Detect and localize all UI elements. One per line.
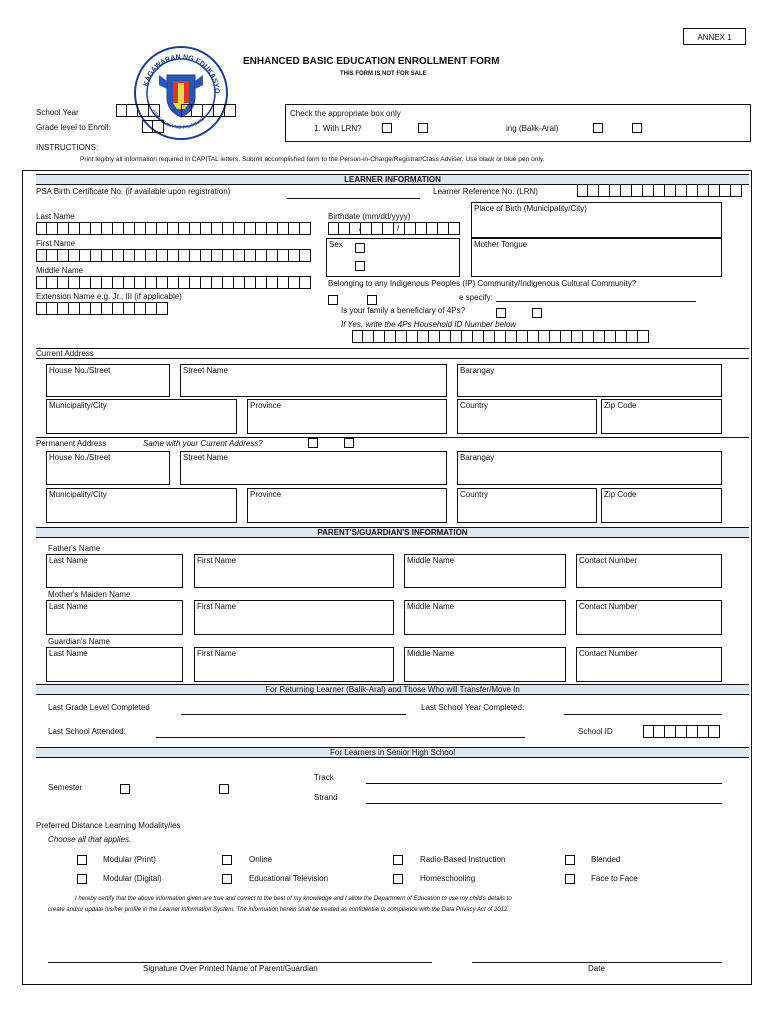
check-box-panel: Check the appropriate box only 1. With LRN? ing (Balik-Aral) xyxy=(285,104,751,142)
lrn-label: Learner Reference No. (LRN) xyxy=(433,187,538,196)
mother-first-name-field[interactable]: First Name xyxy=(194,600,394,635)
sex-male-checkbox[interactable] xyxy=(355,243,365,253)
permanent-municipality-field[interactable]: Municipality/City xyxy=(46,488,237,523)
mother-contact-field[interactable]: Contact Number xyxy=(576,600,722,635)
current-province-field[interactable]: Province xyxy=(247,399,447,434)
ip-question: Belonging to any Indigenous Peoples (IP) Community/Indigenous Cultural Community? xyxy=(328,279,637,288)
school-year-end-input[interactable] xyxy=(181,104,236,117)
father-contact-field[interactable]: Contact Number xyxy=(576,554,722,588)
mother-tongue-field[interactable]: Mother Tongue xyxy=(471,238,722,277)
current-municipality-field[interactable]: Municipality/City xyxy=(46,399,237,434)
signature-line[interactable] xyxy=(48,962,432,963)
modality-title: Preferred Distance Learning Modality/ies xyxy=(36,821,181,830)
grade-level-input[interactable] xyxy=(142,120,164,133)
ip-yes-checkbox[interactable] xyxy=(328,295,338,305)
fourps-id-label: If Yes, write the 4Ps Household ID Number below xyxy=(341,320,517,329)
fourps-yes-checkbox[interactable] xyxy=(496,308,506,318)
educational-tv-label: Educational Television xyxy=(249,874,329,883)
last-name-input[interactable] xyxy=(36,222,311,235)
svg-text:KAGAWARAN NG EDUKASYON: KAGAWARAN NG EDUKASYO xyxy=(142,53,221,94)
sex-female-checkbox[interactable] xyxy=(355,261,365,271)
current-street-field[interactable]: Street Name xyxy=(180,364,447,397)
date-label: Date xyxy=(588,964,605,973)
mother-middle-name-field[interactable]: Middle Name xyxy=(404,600,566,635)
balik-aral-no-checkbox[interactable] xyxy=(632,123,642,133)
balik-aral-yes-checkbox[interactable] xyxy=(593,123,603,133)
sex-field: Sex xyxy=(326,238,460,277)
current-address-header: Current Address xyxy=(36,348,749,359)
school-year-start-input[interactable] xyxy=(116,104,160,117)
semester-second-checkbox[interactable] xyxy=(219,784,229,794)
homeschooling-checkbox[interactable] xyxy=(393,874,403,884)
ip-no-checkbox[interactable] xyxy=(367,295,377,305)
extension-name-input[interactable] xyxy=(36,302,168,315)
track-label: Track xyxy=(314,773,334,782)
birthdate-label: Birthdate (mm/dd/yyyy) xyxy=(328,212,411,221)
fourps-no-checkbox[interactable] xyxy=(532,308,542,318)
face-to-face-checkbox[interactable] xyxy=(565,874,575,884)
returning-section-header: For Returning Learner (Balik-Aral) and Those Who will Transfer/Move In xyxy=(36,684,749,695)
form-subtitle: THIS FORM IS NOT FOR SALE xyxy=(340,71,427,77)
educational-tv-checkbox[interactable] xyxy=(222,874,232,884)
learner-section-header: LEARNER INFORMATION xyxy=(36,174,749,185)
last-name-label: Last Name xyxy=(36,212,75,221)
annex-label: ANNEX 1 xyxy=(683,28,746,45)
form-title: ENHANCED BASIC EDUCATION ENROLLMENT FORM xyxy=(243,56,500,67)
psa-label: PSA Birth Certificate No. (if available upon registration) xyxy=(36,187,231,196)
middle-name-input[interactable] xyxy=(36,276,311,289)
first-name-input[interactable] xyxy=(36,249,311,262)
middle-name-label: Middle Name xyxy=(36,266,84,275)
current-house-field[interactable]: House No./Street xyxy=(46,364,170,397)
guardian-name-label: Guardian's Name xyxy=(48,637,110,646)
face-to-face-label: Face to Face xyxy=(591,874,638,883)
signature-label: Signature Over Printed Name of Parent/Guardian xyxy=(143,964,318,973)
permanent-province-field[interactable]: Province xyxy=(247,488,447,523)
school-id-label: School ID xyxy=(578,727,613,736)
modular-digital-checkbox[interactable] xyxy=(77,874,87,884)
parents-section-header: PARENT'S/GUARDIAN'S INFORMATION xyxy=(36,527,749,538)
with-lrn-no-checkbox[interactable] xyxy=(418,123,428,133)
online-checkbox[interactable] xyxy=(222,855,232,865)
radio-based-checkbox[interactable] xyxy=(393,855,403,865)
svg-text:REPUBLIKA NG PILIPINAS: REPUBLIKA NG PILIPINAS xyxy=(150,108,206,132)
permanent-house-field[interactable]: House No./Street xyxy=(46,451,170,485)
online-label: Online xyxy=(249,855,273,864)
permanent-barangay-field[interactable]: Barangay xyxy=(457,451,722,485)
mother-name-label: Mother's Maiden Name xyxy=(48,590,131,599)
guardian-middle-name-field[interactable]: Middle Name xyxy=(404,647,566,682)
modular-print-label: Modular (Print) xyxy=(103,855,156,864)
permanent-address-label: Permanent Address xyxy=(36,439,107,448)
extension-name-label: Extension Name e.g. Jr., III (if applicable) xyxy=(36,292,182,301)
permanent-country-field[interactable]: Country xyxy=(457,488,597,523)
modality-choose: Choose all that applies. xyxy=(48,835,132,844)
fourps-question: Is your family a beneficiary of 4Ps? xyxy=(341,306,466,315)
permanent-zip-field[interactable]: Zip Code xyxy=(601,488,722,523)
first-name-label: First Name xyxy=(36,239,76,248)
modular-print-checkbox[interactable] xyxy=(77,855,87,865)
semester-label: Semester xyxy=(48,783,83,792)
radio-based-label: Radio-Based Instruction xyxy=(420,855,506,864)
permanent-address-rule xyxy=(36,437,749,438)
permanent-street-field[interactable]: Street Name xyxy=(180,451,447,485)
ip-specify-label: e specify: xyxy=(459,293,493,302)
grade-level-label: Grade level to Enroll: xyxy=(36,123,111,132)
father-first-name-field[interactable]: First Name xyxy=(194,554,394,588)
strand-input-line[interactable] xyxy=(366,803,722,804)
homeschooling-label: Homeschooling xyxy=(420,874,476,883)
current-zip-field[interactable]: Zip Code xyxy=(601,399,722,434)
school-id-input[interactable] xyxy=(643,725,720,738)
guardian-first-name-field[interactable]: First Name xyxy=(194,647,394,682)
lrn-input[interactable] xyxy=(577,184,742,197)
track-input-line[interactable] xyxy=(366,783,722,784)
current-country-field[interactable]: Country xyxy=(457,399,597,434)
birthdate-input[interactable] xyxy=(328,222,460,235)
last-grade-label: Last Grade Level Completed xyxy=(48,703,150,712)
last-school-label: Last School Attended: xyxy=(48,727,126,736)
same-address-question: Same with your Current Address? xyxy=(143,439,263,448)
birthdate-slash-1: / xyxy=(359,224,362,233)
father-name-label: Father's Name xyxy=(48,544,101,553)
blended-label: Blended xyxy=(591,855,621,864)
instructions-text: Print legibly all information required in CAPITAL letters. Submit accomplished form to the Person-in-Charge/Registrar/Class Adviser. Use black or blue pen only. xyxy=(80,156,545,163)
birthdate-slash-2: / xyxy=(397,224,400,233)
blended-checkbox[interactable] xyxy=(565,855,575,865)
last-year-label: Last School Year Completed: xyxy=(421,703,525,712)
school-year-label: School Year xyxy=(36,108,79,117)
certification-line-2: create and/or update his/her profile in the Learner Information System. The information herein shall be treated as confidential in compliance with the Data Privacy Act of 2012. xyxy=(48,907,510,913)
place-of-birth-field[interactable]: Place of Birth (Municipality/City) xyxy=(471,202,722,238)
guardian-contact-field[interactable]: Contact Number xyxy=(576,647,722,682)
instructions-label: INSTRUCTIONS: xyxy=(36,143,99,152)
shs-section-header: For Learners in Senior High School xyxy=(36,747,749,758)
psa-input-line[interactable] xyxy=(287,198,420,199)
certification-line-1: I hereby certify that the above information given are true and correct to the best of my knowledge and I allow the Department of Education to use my child's details to xyxy=(75,896,512,902)
semester-first-checkbox[interactable] xyxy=(120,784,130,794)
date-line[interactable] xyxy=(472,962,722,963)
fourps-id-input[interactable] xyxy=(352,330,649,343)
guardian-last-name-field[interactable]: Last Name xyxy=(46,647,183,682)
last-school-input-line[interactable] xyxy=(156,737,525,738)
modular-digital-label: Modular (Digital) xyxy=(103,874,162,883)
last-grade-input-line[interactable] xyxy=(181,714,406,715)
ip-specify-input-line[interactable] xyxy=(496,301,696,302)
same-address-yes-checkbox[interactable] xyxy=(308,438,318,448)
same-address-no-checkbox[interactable] xyxy=(344,438,354,448)
mother-last-name-field[interactable]: Last Name xyxy=(46,600,183,635)
with-lrn-yes-checkbox[interactable] xyxy=(382,123,392,133)
strand-label: Strand xyxy=(314,793,338,802)
father-middle-name-field[interactable]: Middle Name xyxy=(404,554,566,588)
father-last-name-field[interactable]: Last Name xyxy=(46,554,183,588)
school-year-dash: - xyxy=(173,105,176,114)
last-year-input-line[interactable] xyxy=(564,714,722,715)
current-barangay-field[interactable]: Barangay xyxy=(457,364,722,397)
